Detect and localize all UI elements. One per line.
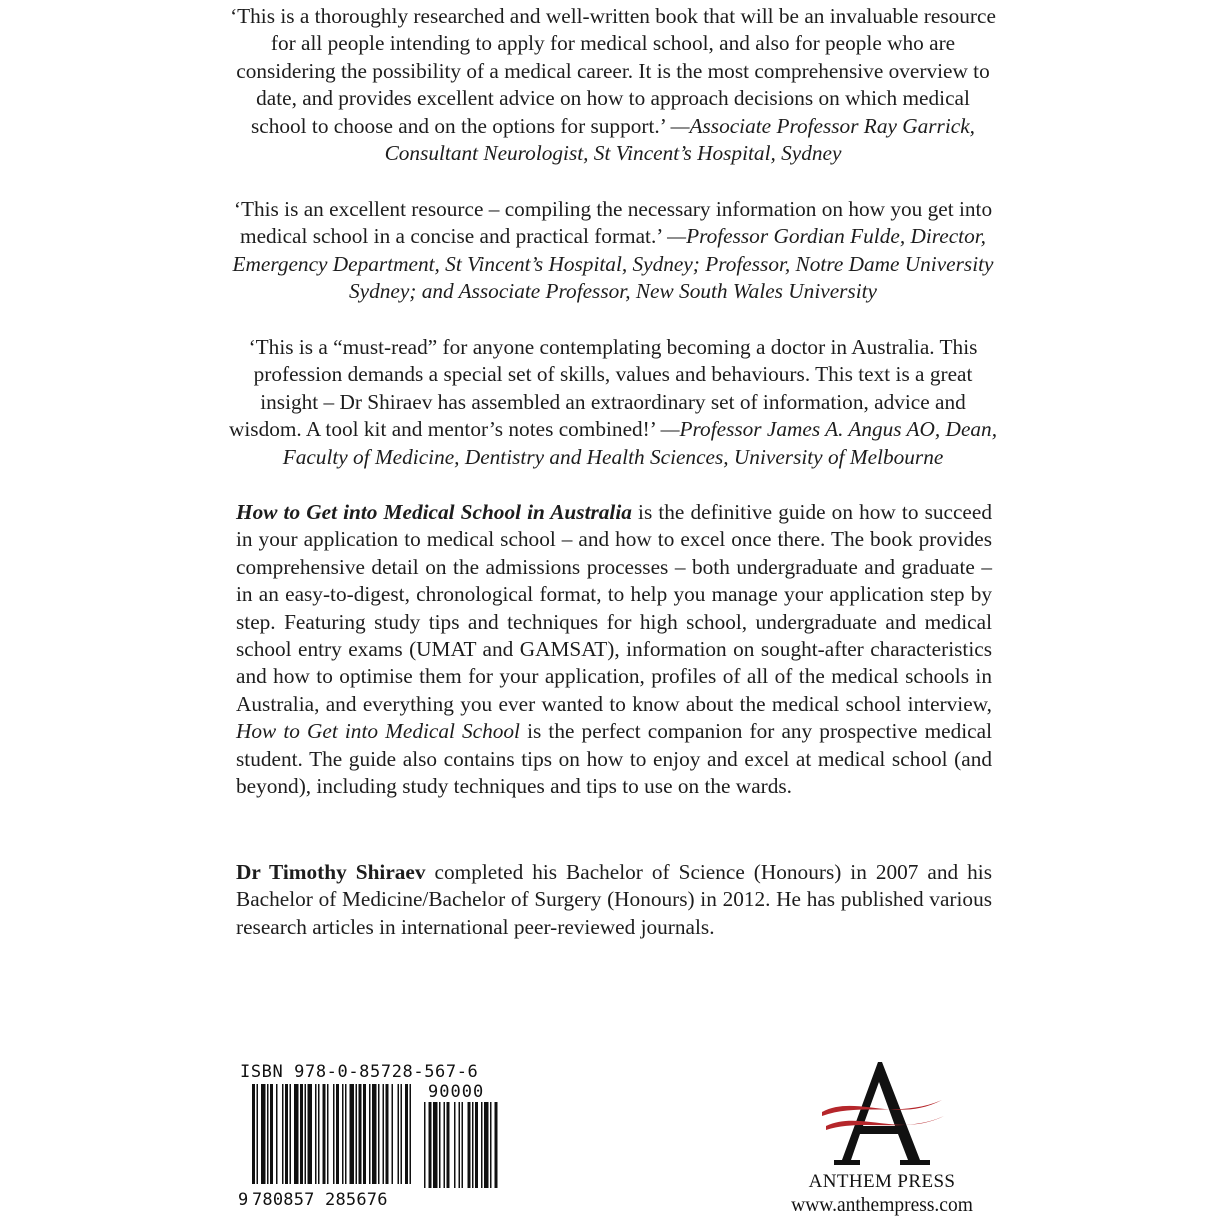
- addon-barcode-bar: [424, 1102, 426, 1188]
- quote-text: ‘This is a thoroughly researched and well-written book that will be an invaluable resource for all people intending to apply for medical school, and also for people who are considering the possibility of a medical career. It is the most comprehensive overview to date, and provides excellent advice on how to approach decisions on which medical school to choose and on the options for support.’: [230, 4, 996, 138]
- publisher-url: www.anthempress.com: [791, 1195, 973, 1216]
- barcode-bar: [401, 1084, 403, 1184]
- endorsement-quote-1: [228, 3, 998, 167]
- quote-text: ‘This is an excellent resource – compiling the necessary information on how you get into medical school in a concise and practical format.’: [233, 197, 993, 249]
- quote-attribution: —Associate Professor Ray Garrick, Consultant Neurologist, St Vincent’s Hospital, Sydney: [384, 113, 975, 166]
- barcode-bar: [386, 1084, 389, 1184]
- barcode-bar: [318, 1084, 320, 1184]
- price-addon-code: 90000: [428, 1082, 485, 1102]
- addon-barcode-bar: [468, 1102, 471, 1188]
- addon-barcode-bar: [472, 1102, 474, 1188]
- book-short-title: How to Get into Medical School: [236, 719, 520, 744]
- barcode-bar: [369, 1084, 371, 1184]
- addon-barcode-bar: [495, 1102, 498, 1188]
- barcode-bar: [350, 1084, 355, 1184]
- barcode-bar: [345, 1084, 347, 1184]
- book-description: [236, 499, 992, 800]
- barcode-bar: [305, 1084, 307, 1184]
- barcode-bar: [267, 1084, 269, 1184]
- barcode-bar: [315, 1084, 317, 1184]
- barcode-bar: [270, 1084, 273, 1184]
- barcode-bar: [276, 1084, 278, 1184]
- barcode-bar: [336, 1084, 339, 1184]
- addon-barcode-bar: [447, 1102, 450, 1188]
- addon-barcode-bar: [429, 1102, 432, 1188]
- addon-barcode-bar: [454, 1102, 456, 1188]
- ean-first-digit: 9: [238, 1190, 249, 1210]
- addon-barcode-bar: [462, 1102, 464, 1188]
- quote-text: ‘This is a “must-read” for anyone contemplating becoming a doctor in Australia. This profession demands a special set of skills, values and behaviours. This text is a great insight – Dr Shiraev has assembled an extraordinary set of information, advice and wisdom. A tool kit and mentor’s notes combined!’: [228, 335, 978, 442]
- barcode-bar: [372, 1084, 377, 1184]
- addon-barcode-bar: [490, 1102, 492, 1188]
- barcode-bar: [294, 1084, 299, 1184]
- author-bio-text: completed his Bachelor of Science (Honours) in 2007 and his Bachelor of Medicine/Bachelor of Surgery (Honours) in 2012. He has published various research articles in international peer-reviewed journals.: [236, 860, 992, 939]
- quote-attribution: —Professor Gordian Fulde, Director, Emergency Department, St Vincent’s Hospital, Sydney; Professor, Notre Dame University Sydney; and Associate Professor, New South Wales University: [232, 224, 994, 304]
- isbn-barcode: [238, 1062, 500, 1212]
- addon-barcode-bar: [433, 1102, 438, 1188]
- barcode-bar: [342, 1084, 344, 1184]
- author-bio: [236, 859, 992, 941]
- isbn-label: ISBN 978-0-85728-567-6: [240, 1062, 479, 1082]
- publisher-block: [770, 1060, 994, 1220]
- barcode-bar: [392, 1084, 394, 1184]
- barcode-bar: [282, 1084, 284, 1184]
- addon-barcode-bar: [475, 1102, 478, 1188]
- barcode-bar: [323, 1084, 326, 1184]
- barcode-bar: [333, 1084, 335, 1184]
- endorsement-quote-2: [228, 196, 998, 306]
- barcode-bar: [285, 1084, 288, 1184]
- barcode-bar: [327, 1084, 329, 1184]
- barcode-bar: [257, 1084, 259, 1184]
- barcode-bar: [356, 1084, 358, 1184]
- barcode-bar: [378, 1084, 380, 1184]
- addon-barcode-bar: [439, 1102, 441, 1188]
- barcode-bar: [410, 1084, 412, 1184]
- barcode-bar: [359, 1084, 362, 1184]
- barcode-bar: [363, 1084, 366, 1184]
- book-title: How to Get into Medical School in Australia: [236, 500, 632, 524]
- barcode-bar: [261, 1084, 266, 1184]
- quote-attribution: —Professor James A. Angus AO, Dean, Faculty of Medicine, Dentistry and Health Sciences, University of Melbourne: [282, 417, 998, 469]
- barcode-bar: [290, 1084, 292, 1184]
- barcode-bar: [308, 1084, 313, 1184]
- addon-barcode-bar: [444, 1102, 446, 1188]
- author-name: Dr Timothy Shiraev: [236, 860, 426, 884]
- addon-barcode-bar: [484, 1102, 489, 1188]
- barcode-bar: [300, 1084, 303, 1184]
- barcode-bar: [252, 1084, 255, 1184]
- publisher-name: ANTHEM PRESS: [808, 1171, 956, 1192]
- description-text-2: is the perfect companion for any prospective medical student. The guide also contains tips on how to enjoy and excel at medical school (and beyond), including study techniques and tips to use on the wards.: [236, 719, 992, 799]
- barcode-bar: [383, 1084, 385, 1184]
- barcode-bars: [238, 1084, 500, 1188]
- barcode-bar: [405, 1084, 408, 1184]
- description-text-1: is the definitive guide on how to succeed in your application to medical school – and how to excel once there. The book provides comprehensive detail on the admissions processes – both undergraduate and graduate – in an easy-to-digest, chronological format, to help you manage your application step by step. Featuring study tips and techniques for high school, undergraduate and medical school entry exams (UMAT and GAMSAT), information on sought-after characteristics and how to optimise them for your application, profiles of all of the medical schools in Australia, and everything you ever wanted to know about the medical school interview,: [236, 500, 992, 716]
- barcode-bar: [398, 1084, 400, 1184]
- anthem-press-logo: [816, 1060, 948, 1170]
- addon-barcode-bar: [481, 1102, 483, 1188]
- addon-barcode-bar: [459, 1102, 461, 1188]
- endorsement-quote-3: [228, 334, 998, 471]
- ean-remaining-digits: 780857 285676: [252, 1190, 388, 1210]
